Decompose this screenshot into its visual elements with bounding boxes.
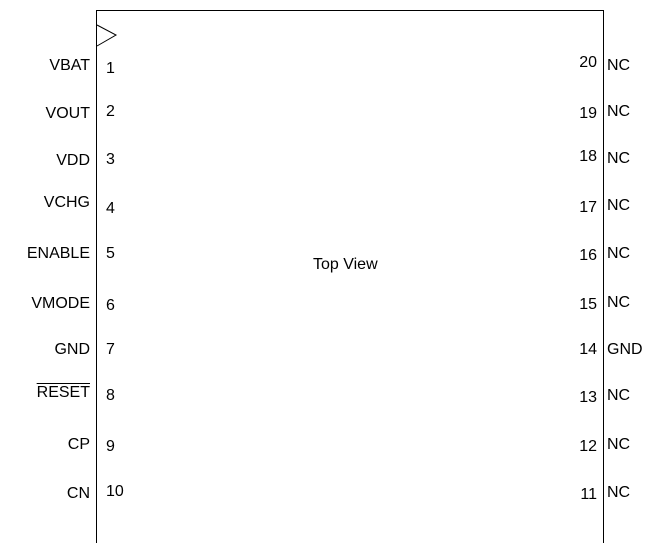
left-pin-signal: VOUT: [45, 105, 90, 122]
right-pin-number: 16: [579, 247, 597, 264]
left-pin-signal: VMODE: [31, 295, 90, 312]
left-pin-number: 2: [106, 103, 115, 120]
right-pin-number: 18: [579, 148, 597, 165]
left-pin-signal: VDD: [56, 152, 90, 169]
right-pin-number: 14: [579, 341, 597, 358]
right-pin-number: 20: [579, 54, 597, 71]
right-pin-signal: NC: [607, 484, 631, 501]
left-pin-number: 6: [106, 297, 115, 314]
left-pin-signal: VBAT: [49, 57, 90, 74]
left-pin-number: 10: [106, 483, 124, 500]
left-pin-number: 5: [106, 245, 115, 262]
left-pin-signal: GND: [54, 341, 90, 358]
left-pin-signal: VCHG: [43, 194, 90, 211]
right-pin-signal: NC: [607, 294, 631, 311]
right-pin-signal: NC: [607, 150, 631, 167]
right-pin-number: 15: [579, 296, 597, 313]
right-pin-number: 12: [579, 438, 597, 455]
pin1-marker-icon: [96, 24, 120, 48]
left-pin-number: 3: [106, 151, 115, 168]
left-pin-signal: ENABLE: [26, 245, 90, 262]
left-pin-number: 4: [106, 200, 115, 217]
left-pin-signal: CN: [66, 485, 90, 502]
left-pin-signal: CP: [67, 436, 90, 453]
right-pin-signal: NC: [607, 245, 631, 262]
right-pin-number: 17: [579, 199, 597, 216]
chip-body-outline: [96, 10, 604, 543]
right-pin-number: 11: [580, 486, 597, 503]
right-pin-signal: NC: [607, 57, 631, 74]
right-pin-number: 13: [579, 389, 597, 406]
left-pin-number: 7: [106, 341, 115, 358]
left-pin-number: 9: [106, 438, 115, 455]
right-pin-signal: NC: [607, 197, 631, 214]
left-pin-number: 8: [106, 387, 115, 404]
right-pin-signal: GND: [607, 341, 643, 358]
left-pin-number: 1: [106, 60, 115, 77]
right-pin-signal: NC: [607, 103, 631, 120]
right-pin-signal: NC: [607, 387, 631, 404]
left-pin-signal-active-low: RESET: [36, 384, 90, 401]
right-pin-signal: NC: [607, 436, 631, 453]
right-pin-number: 19: [579, 105, 597, 122]
top-view-label: Top View: [313, 256, 378, 273]
